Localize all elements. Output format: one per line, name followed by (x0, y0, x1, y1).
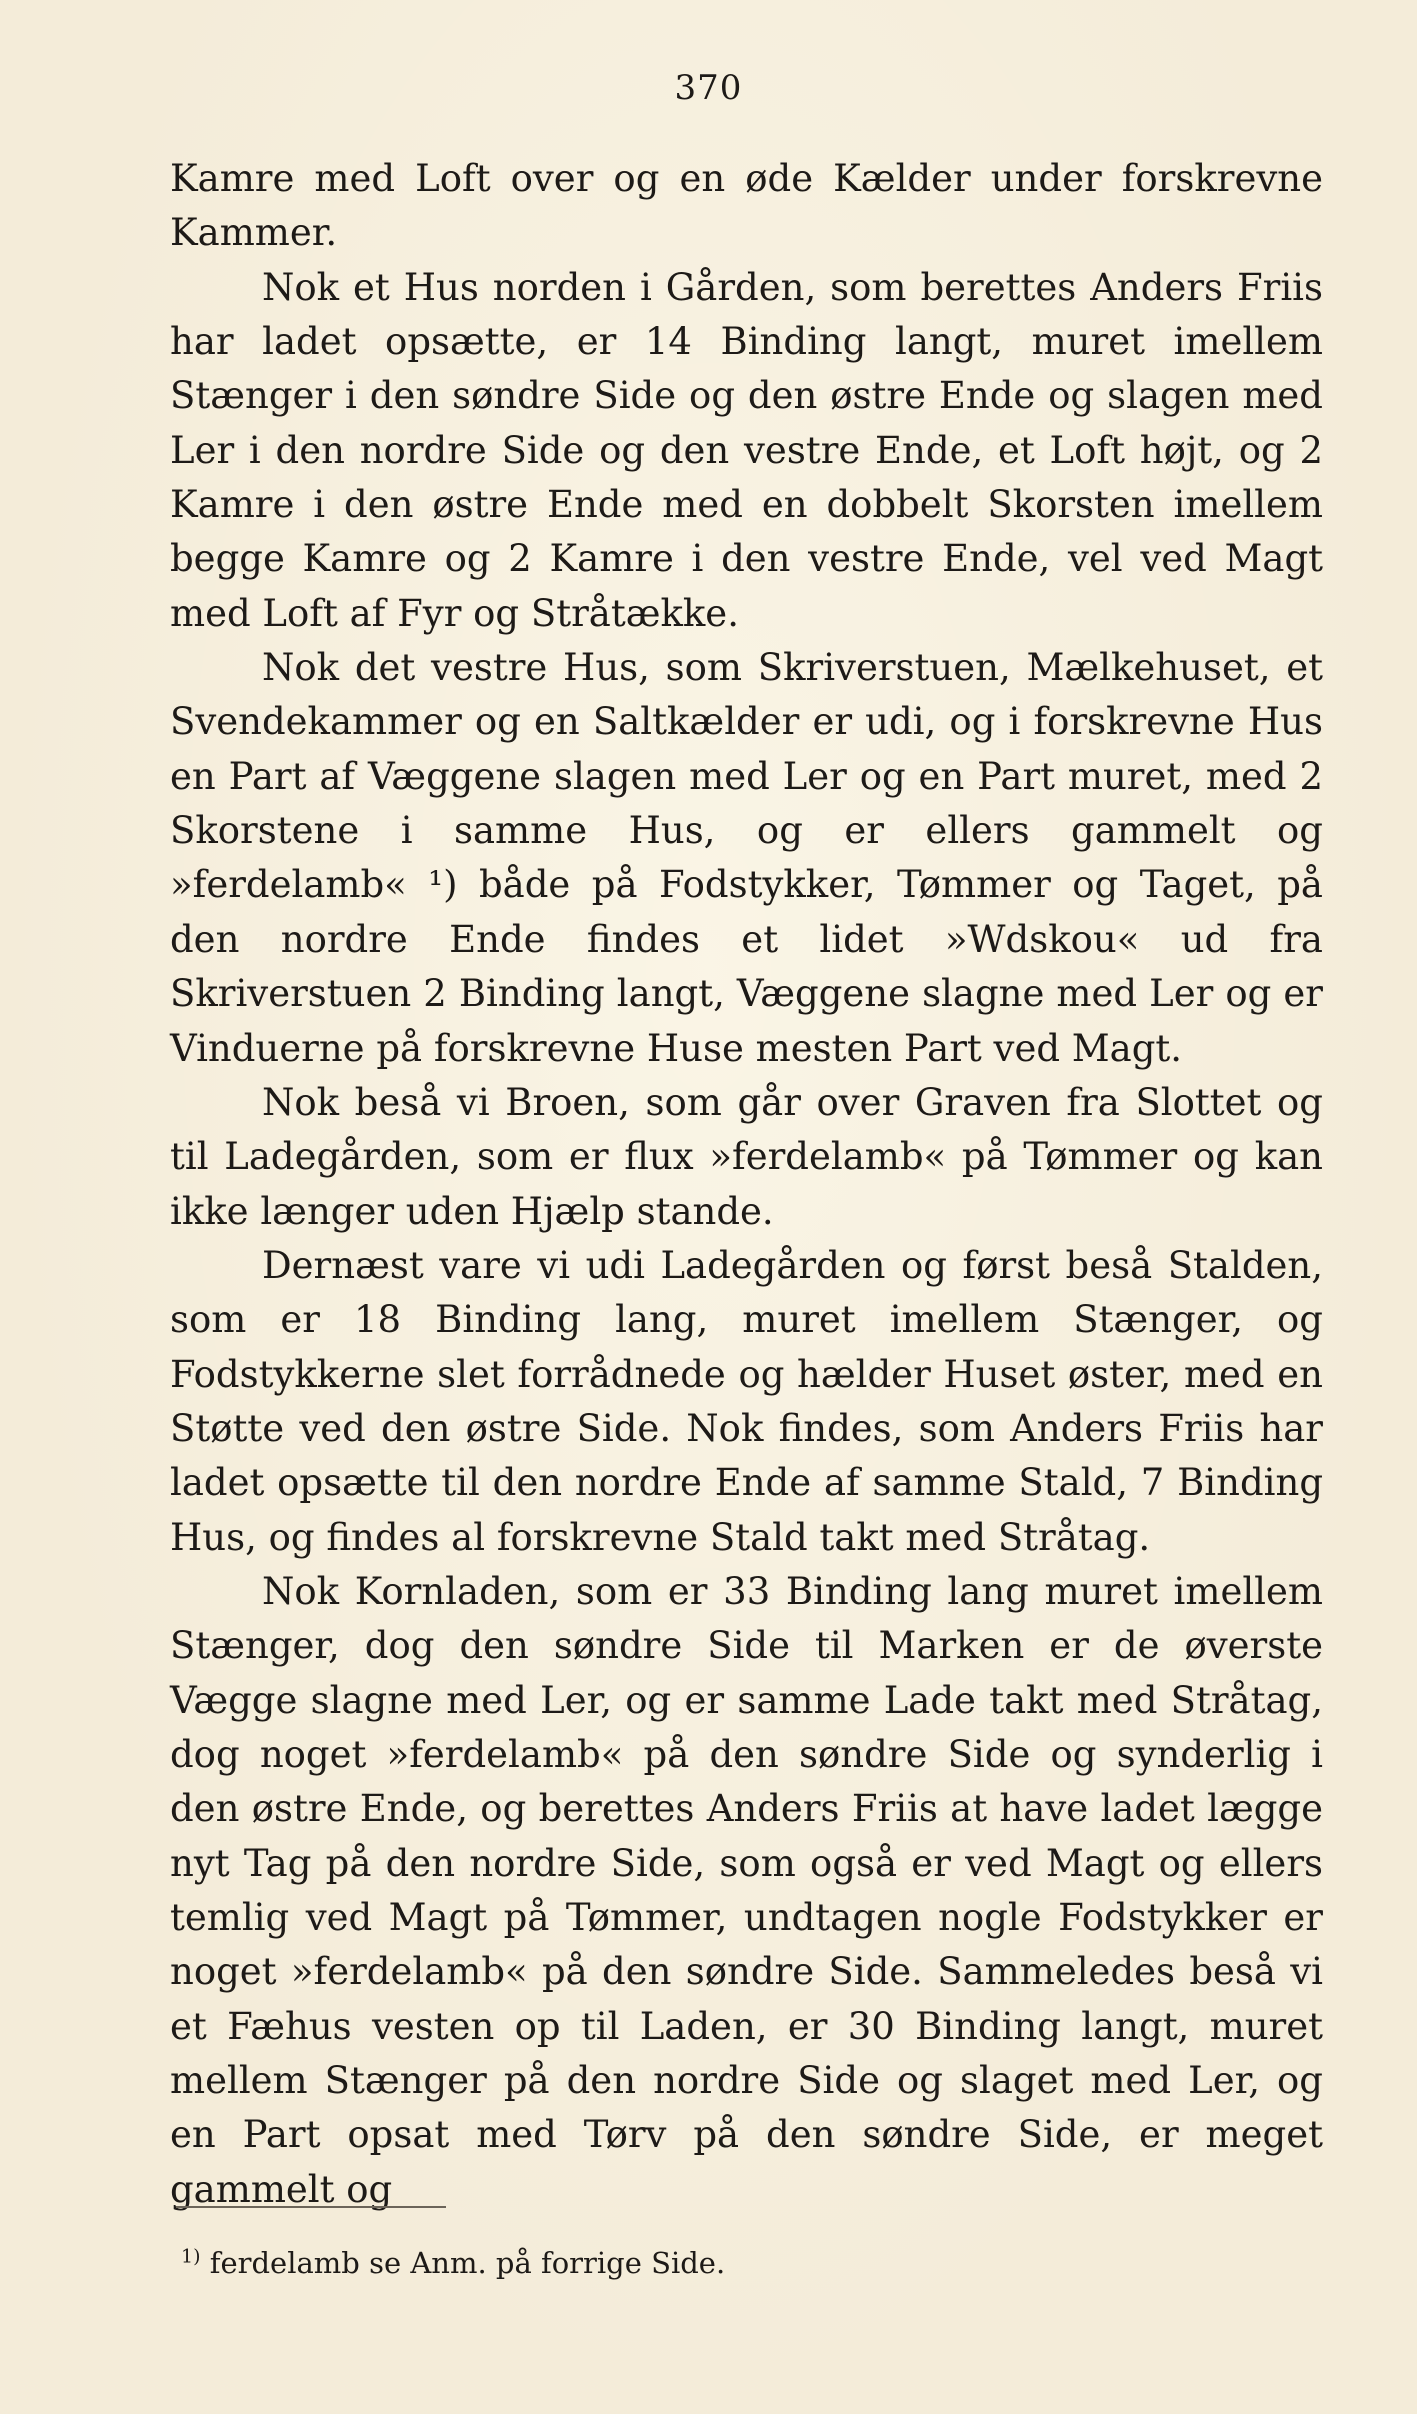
footnote (181, 2244, 725, 2282)
paragraph: Nok det vestre Hus, som Skriverstuen, Mælkehuset, et Svendekammer og en Saltkælder er udi, og i forskrevne Hus en Part af Væggene slagen med Ler og en Part muret, med 2 Skorstene i samme Hus, og er ellers gammelt og »ferdelamb« ¹) både på Fodstykker, Tømmer og Taget, på den nordre Ende findes et lidet »Wdskou« ud fra Skriverstuen 2 Binding langt, Væggene slagne med Ler og er Vinduerne på forskrevne Huse mesten Part ved Magt. (170, 646, 1323, 1070)
paragraph: Dernæst vare vi udi Ladegården og først beså Stalden, som er 18 Binding lang, muret imellem Stænger, og Fodstykkerne slet forrådnede og hælder Huset øster, med en Støtte ved den østre Side. Nok findes, som Anders Friis har ladet opsætte til den nordre Ende af samme Stald, 7 Binding Hus, og findes al forskrevne Stald takt med Stråtag. (170, 1243, 1323, 1559)
paragraph: Nok et Hus norden i Gården, som berettes Anders Friis har ladet opsætte, er 14 Binding langt, muret imellem Stænger i den søndre Side og den østre Ende og slagen med Ler i den nordre Side og den vestre Ende, et Loft højt, og 2 Kamre i den østre Ende med en dobbelt Skorsten imellem begge Kamre og 2 Kamre i den vestre Ende, vel ved Magt med Loft af Fyr og Stråtække. (170, 265, 1323, 635)
body-text (170, 152, 1323, 2217)
paragraph: Nok Kornladen, som er 33 Binding lang muret imellem Stænger, dog den søndre Side til Marken er de øverste Vægge slagne med Ler, og er samme Lade takt med Stråtag, dog noget »ferdelamb« på den søndre Side og synderlig i den østre Ende, og berettes Anders Friis at have ladet lægge nyt Tag på den nordre Side, som også er ved Magt og ellers temlig ved Magt på Tømmer, undtagen nogle Fodstykker er noget »ferdelamb« på den søndre Side. Sammeledes beså vi et Fæhus vesten op til Laden, er 30 Binding langt, muret mellem Stænger på den nordre Side og slaget med Ler, og en Part opsat med Tørv på den søndre Side, er meget gammelt og (170, 1569, 1323, 2211)
page-number: 370 (674, 68, 743, 108)
footnote-divider (176, 2206, 446, 2208)
footnote-text: ferdelamb se Anm. på forrige Side. (209, 2246, 726, 2280)
footnote-marker: 1) (181, 2245, 201, 2268)
paragraph: Kamre med Loft over og en øde Kælder under forskrevne Kammer. (170, 157, 1323, 255)
paragraph: Nok beså vi Broen, som går over Graven fra Slottet og til Ladegården, som er flux »ferdelamb« på Tømmer og kan ikke længer uden Hjælp stande. (170, 1080, 1323, 1233)
